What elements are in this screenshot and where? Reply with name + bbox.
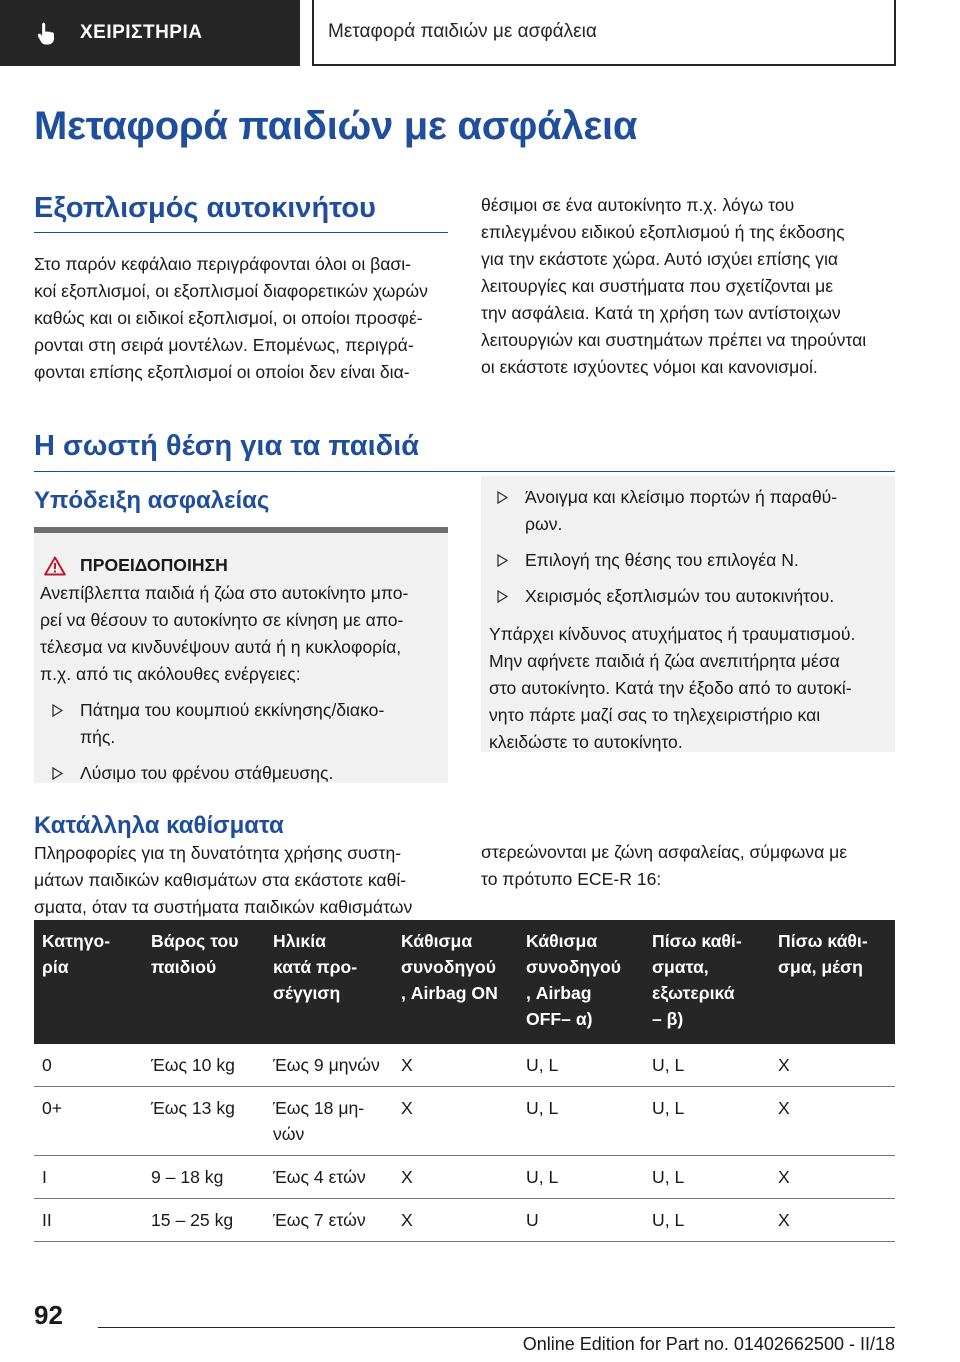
table-cell: Έως 13 kg [143, 1087, 265, 1156]
equipment-heading: Εξοπλισμός αυτοκινήτου [34, 192, 376, 224]
bullet-text: Άνοιγμα και κλείσιμο πορτών ή παραθύ‐ ρων. [525, 487, 838, 534]
table-cell: X [770, 1044, 895, 1087]
table-header-row [34, 920, 895, 1044]
table-cell: U, L [644, 1044, 770, 1087]
bullet-triangle-icon [52, 767, 63, 780]
seats-text-right: στερεώνονται με ζώνη ασφαλείας, σύμφωνα με το πρότυπο ECE-R 16: [481, 842, 848, 889]
table-cell: U, L [644, 1087, 770, 1156]
table-cell: U, L [518, 1156, 644, 1199]
bullet-text: Πάτημα του κουμπιού εκκίνησης/διακο‐ πής. [80, 700, 385, 747]
equipment-text-left: Στο παρόν κεφάλαιο περιγράφονται όλοι οι βασι‐ κοί εξοπλισμοί, οι εξοπλισμοί διαφορετικών χωρών καθώς και οι ειδικοί εξοπλισμοί, οι οποίοι προσφέ‐ ρονται στη σειρά μοντέλων. Επομένως, περιγρά‐ φονται επίσης εξοπλισμοί οι οποίοι δεν είναι δια‐ [34, 254, 428, 382]
chapter-breadcrumb[interactable] [312, 0, 896, 66]
equipment-continued [481, 192, 895, 381]
bullet-text: Λύσιμο του φρένου στάθμευσης. [80, 763, 334, 783]
table-cell: 0+ [34, 1087, 143, 1156]
warning-closing-text: Υπάρχει κίνδυνος ατυχήματος ή τραυματισμού. Μην αφήνετε παιδιά ή ζώα ανεπιτήρητα μέσα στο αυτοκίνητο. Κατά την έξοδο από το αυτοκί‐ νητο πάρτε μαζί σας το τηλεχειριστήριο και κλειδώστε το αυτοκίνητο. [489, 624, 856, 752]
page-title: Μεταφορά παιδιών με ασφάλεια [34, 104, 638, 148]
warning-triangle-icon [44, 556, 66, 576]
bullet-triangle-icon [497, 554, 508, 567]
table-cell: I [34, 1156, 143, 1199]
bullet-text: Επιλογή της θέσης του επιλογέα N. [525, 550, 799, 570]
equipment-section [34, 192, 448, 386]
position-heading: Η σωστή θέση για τα παιδιά [34, 430, 420, 462]
table-cell: X [770, 1087, 895, 1156]
chapter-label: Μεταφορά παιδιών με ασφάλεια [328, 21, 597, 42]
bullet-triangle-icon [52, 704, 63, 717]
table-cell: Έως 18 μη‐ νών [265, 1087, 393, 1156]
bullet-triangle-icon [497, 590, 508, 603]
table-cell: X [393, 1156, 518, 1199]
warning-bullets [40, 697, 438, 787]
table-cell: II [34, 1199, 143, 1242]
bullet-item [485, 547, 885, 574]
seat-suitability-table [34, 920, 895, 1242]
column-header: Κατηγο‐ ρία [34, 920, 143, 1044]
bullet-triangle-icon [497, 491, 508, 504]
bullet-text: Χειρισμός εξοπλισμών του αυτοκινήτου. [525, 586, 835, 606]
table-row [34, 1156, 895, 1199]
column-header: Βάρος του παιδιού [143, 920, 265, 1044]
seats-continued [481, 839, 895, 893]
table-cell: X [770, 1199, 895, 1242]
bullet-item [40, 697, 438, 751]
table-cell: U, L [644, 1199, 770, 1242]
heading-rule [34, 232, 448, 233]
table-cell: X [393, 1199, 518, 1242]
edition-footer: Online Edition for Part no. 01402662500 - II/18 [522, 1334, 895, 1354]
seats-section [34, 812, 448, 921]
table-cell: X [393, 1044, 518, 1087]
bullet-item [485, 583, 885, 610]
hand-pointer-icon [36, 21, 58, 45]
warning-header [40, 555, 438, 576]
equipment-text-right: θέσιμοι σε ένα αυτοκίνητο π.χ. λόγω του επιλεγμένου ειδικού εξοπλισμού ή της έκδοσης για την εκάστοτε χώρα. Αυτό ισχύει επίσης για λειτουργίες και συστήματα που σχετίζονται με την ασφάλεια. Κατά τη χρήση των αντίστοιχων λειτουργιών και συστημάτων πρέπει να τηρούνται οι εκάστοτε ισχύοντες νόμοι και κανονισμοί. [481, 195, 867, 377]
page-number: 92 [34, 1300, 63, 1330]
column-header: Πίσω καθί‐ σματα, εξωτερικά – β) [644, 920, 770, 1044]
bullet-item [40, 760, 438, 787]
table-row [34, 1199, 895, 1242]
table-cell: U, L [518, 1087, 644, 1156]
table-cell: U [518, 1199, 644, 1242]
warning-box-continued [481, 476, 895, 752]
seats-heading: Κατάλληλα καθίσματα [34, 812, 284, 839]
manual-section-tab[interactable] [0, 0, 300, 66]
table-cell: U, L [518, 1044, 644, 1087]
table-cell: 15 – 25 kg [143, 1199, 265, 1242]
column-header: Πίσω κάθι‐ σμα, μέση [770, 920, 895, 1044]
column-header: Κάθισμα συνοδηγού , Airbag ON [393, 920, 518, 1044]
column-header: Κάθισμα συνοδηγού , Airbag OFF– α) [518, 920, 644, 1044]
table-cell: Έως 7 ετών [265, 1199, 393, 1242]
table-cell: X [770, 1156, 895, 1199]
footer-rule [98, 1327, 895, 1328]
warning-box [34, 527, 448, 783]
heading-rule [34, 471, 895, 472]
safety-note-heading-wrap [34, 487, 448, 515]
table-cell: 0 [34, 1044, 143, 1087]
table-cell: X [393, 1087, 518, 1156]
table-body [34, 1044, 895, 1242]
table-cell: Έως 10 kg [143, 1044, 265, 1087]
warning-bullets-continued [485, 484, 885, 610]
table-cell: Έως 4 ετών [265, 1156, 393, 1199]
table-cell: Έως 9 μηνών [265, 1044, 393, 1087]
warning-text: Ανεπίβλεπτα παιδιά ή ζώα στο αυτοκίνητο μπο‐ ρεί να θέσουν το αυτοκίνητο σε κίνηση με απο‐ τέλεσμα να κινδυνέψουν αυτά ή η κυκλοφορία, π.χ. από τις ακόλουθες ενέργειες: [40, 583, 409, 684]
page-header [0, 0, 960, 66]
position-section [34, 430, 895, 472]
column-header: Ηλικία κατά προ‐ σέγγιση [265, 920, 393, 1044]
manual-label: ΧΕΙΡΙΣΤΗΡΙΑ [80, 22, 203, 43]
table-cell: U, L [644, 1156, 770, 1199]
seats-text-left: Πληροφορίες για τη δυνατότητα χρήσης συστη‐ μάτων παιδικών καθισμάτων στα εκάστοτε καθί‐ σματα, όταν τα συστήματα παιδικών καθισμάτων [34, 843, 413, 917]
safety-note-heading: Υπόδειξη ασφαλείας [34, 487, 270, 514]
table-cell: 9 – 18 kg [143, 1156, 265, 1199]
table-row [34, 1044, 895, 1087]
warning-label: ΠΡΟΕΙΔΟΠΟΙΗΣΗ [80, 555, 228, 575]
table-row [34, 1087, 895, 1156]
bullet-item [485, 484, 885, 538]
